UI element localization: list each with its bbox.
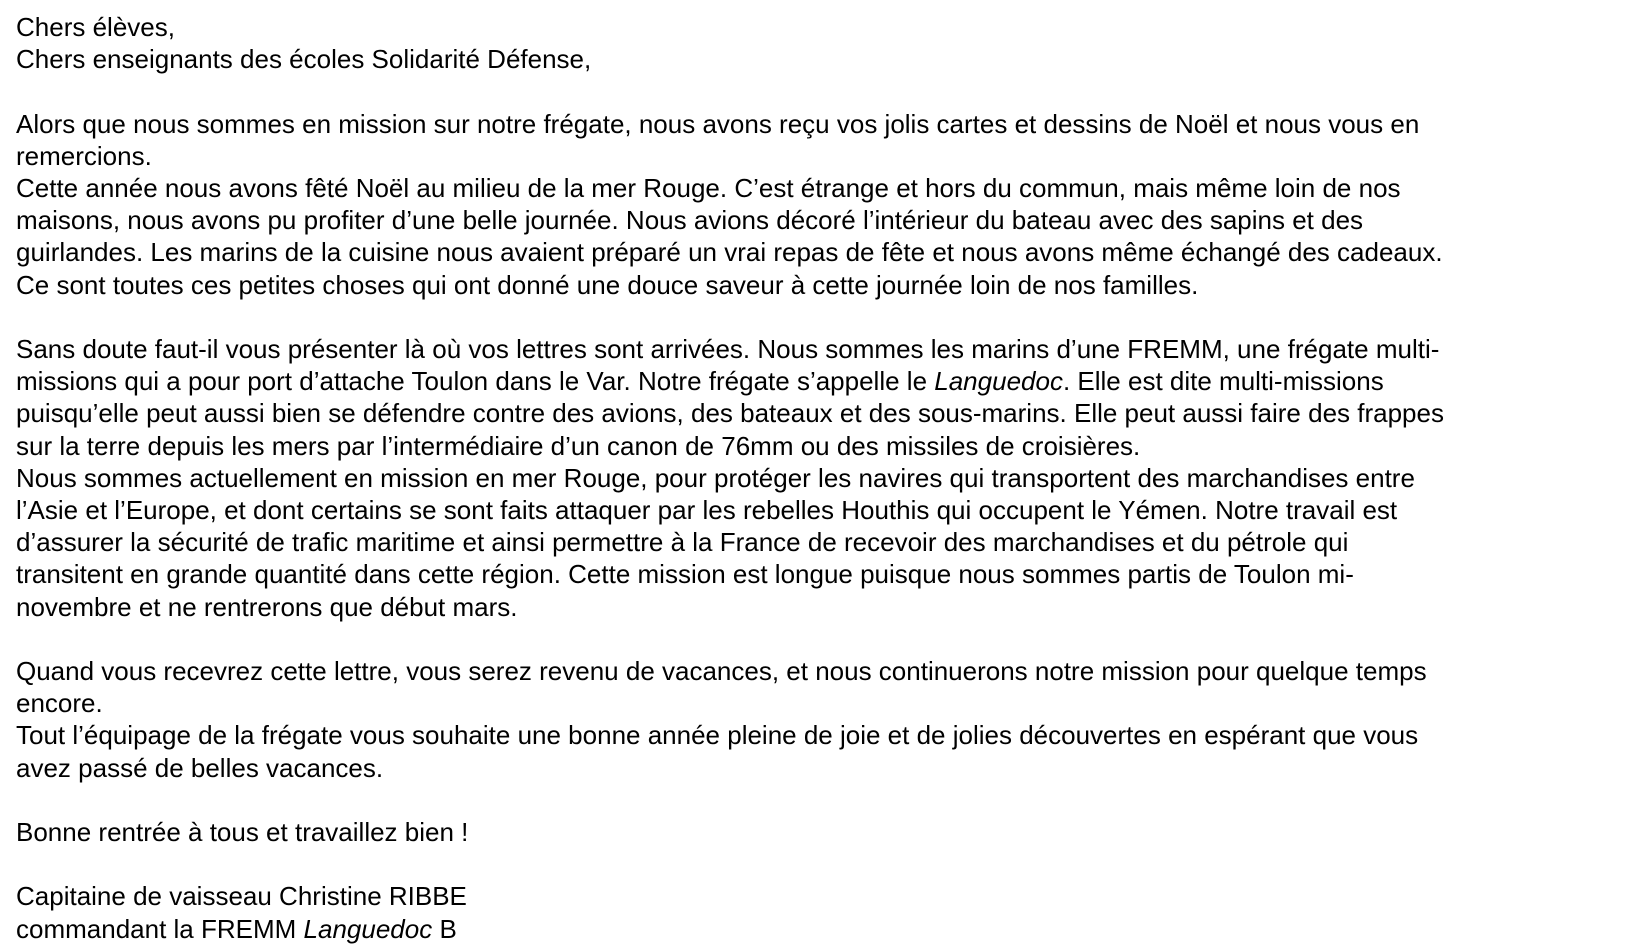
ship-name: Languedoc (934, 366, 1063, 397)
paragraph-line: Sans doute faut-il vous présenter là où vos lettres sont arrivées. Nous sommes les marins d’une FREMM, une frégate multi- (16, 334, 1440, 364)
signature-line (16, 913, 1636, 945)
text-segment: missions qui a pour port d’attache Toulon dans le Var. Notre frégate s’appelle le (16, 366, 935, 397)
paragraph-line (16, 365, 1636, 397)
paragraph-line: sur la terre depuis les mers par l’intermédiaire d’un canon de 76mm ou des missiles de croisières. (16, 430, 1141, 461)
greeting-line: Chers enseignants des écoles Solidarité Défense, (16, 44, 592, 75)
paragraph-line: transitent en grande quantité dans cette région. Cette mission est longue puisque nous sommes partis de Toulon mi- (16, 559, 1354, 590)
closing-line: Bonne rentrée à tous et travaillez bien ! (16, 817, 469, 848)
ship-name: Languedoc (303, 913, 433, 944)
text-segment: . Elle est dite multi-missions (1062, 366, 1384, 397)
paragraph-line: Ce sont toutes ces petites choses qui ont donné une douce saveur à cette journée loin de nos familles. (16, 269, 1199, 300)
paragraph-line: puisqu’elle peut aussi bien se défendre contre des avions, des bateaux et des sous-marins. Elle peut aussi faire des frappes (16, 398, 1444, 429)
text-segment: B (432, 913, 457, 944)
paragraph-line: avez passé de belles vacances. (16, 752, 384, 783)
paragraph-mission (16, 333, 1636, 623)
paragraph-line: d’assurer la sécurité de trafic maritime et ainsi permettre à la France de recevoir des marchandises et du pétrole qui (16, 527, 1349, 558)
paragraph-wishes (16, 655, 1636, 784)
paragraph-line: Tout l’équipage de la frégate vous souhaite une bonne année pleine de joie et de jolies découvertes en espérant que vous (16, 720, 1419, 751)
greeting-line: Chers élèves, (16, 12, 175, 42)
paragraph-line: maisons, nous avons pu profiter d’une belle journée. Nous avions décoré l’intérieur du bateau avec des sapins et des (16, 205, 1364, 236)
signature (16, 880, 1636, 944)
text-segment: commandant la FREMM (16, 913, 304, 944)
letter-document (16, 11, 1636, 945)
signature-line: Capitaine de vaisseau Christine RIBBE (16, 881, 467, 912)
paragraph-line: Nous sommes actuellement en mission en mer Rouge, pour protéger les navires qui transportent des marchandises entre (16, 462, 1415, 493)
paragraph-line: guirlandes. Les marins de la cuisine nous avaient préparé un vrai repas de fête et nous avons même échangé des cadeaux. (16, 237, 1443, 268)
paragraph-line: Cette année nous avons fêté Noël au milieu de la mer Rouge. C’est étrange et hors du commun, mais même loin de nos (16, 173, 1401, 203)
paragraph-line: encore. (16, 688, 103, 719)
paragraph-line: Alors que nous sommes en mission sur notre frégate, nous avons reçu vos jolis cartes et dessins de Noël et nous vous en (16, 108, 1420, 139)
greeting (16, 11, 1636, 75)
closing (16, 816, 1636, 848)
paragraph-line: l’Asie et l’Europe, et dont certains se sont faits attaquer par les rebelles Houthis qui occupent le Yémen. Notre travail est (16, 495, 1398, 526)
paragraph-christmas (16, 108, 1636, 301)
paragraph-line: remercions. (16, 140, 152, 171)
paragraph-line: Quand vous recevrez cette lettre, vous serez revenu de vacances, et nous continuerons notre mission pour quelque temps (16, 656, 1427, 687)
paragraph-line: novembre et ne rentrerons que début mars. (16, 591, 518, 622)
